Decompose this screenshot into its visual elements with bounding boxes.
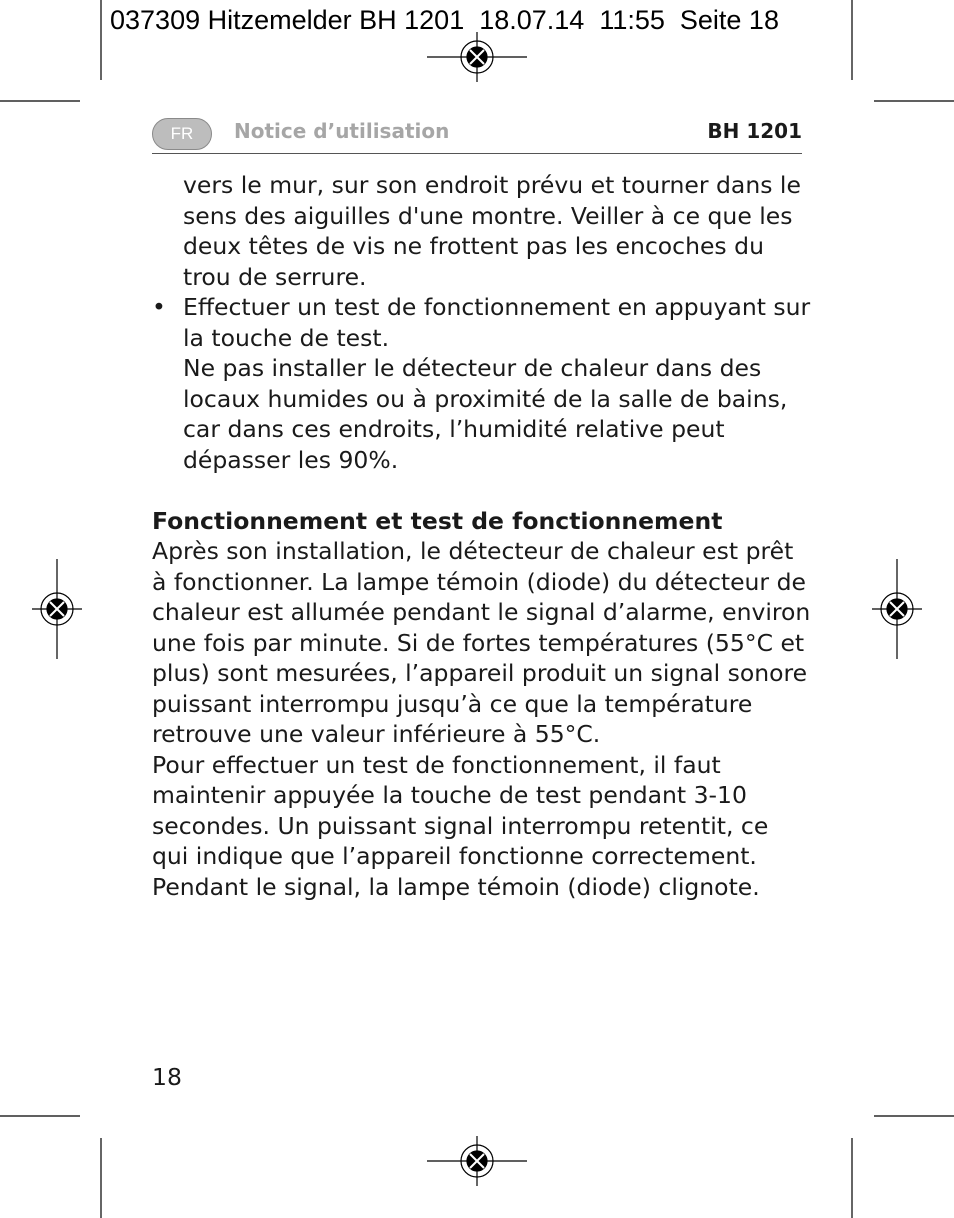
registration-mark-top xyxy=(427,32,527,82)
model-number: BH 1201 xyxy=(707,119,802,143)
registration-mark-bottom xyxy=(427,1136,527,1186)
registration-mark-right xyxy=(872,559,922,659)
installation-note: Ne pas installer le détecteur de chaleur dans des locaux humides ou à proximité de la salle de bains, car dans ces endroits, l’humidité relative peut dépasser les 90%. xyxy=(183,354,788,474)
bullet-item xyxy=(152,292,812,475)
page-header xyxy=(152,117,802,154)
continued-text: vers le mur, sur son endroit prévu et tourner dans le sens des aiguilles d'une montre. Veiller à ce que les deux têtes de vis ne frottent pas les encoches du trou de serrure. xyxy=(183,171,801,291)
page-content xyxy=(152,170,812,902)
language-label: FR xyxy=(170,124,194,143)
registration-mark-left xyxy=(32,559,82,659)
page-number: 18 xyxy=(152,1063,182,1091)
print-slug: 037309 Hitzemelder BH 1201 18.07.14 11:55 Seite 18 xyxy=(110,5,779,35)
language-badge xyxy=(152,118,212,150)
section-heading: Fonctionnement et test de fonctionnement xyxy=(152,506,723,535)
paragraph-test: Pour effectuer un test de fonctionnement, il faut maintenir appuyée la touche de test pendant 3-10 secondes. Un puissant signal interrompu retentit, ce qui indique que l’appareil fonctionne correctement. Pendant le signal, la lampe témoin (diode) clignote. xyxy=(152,750,769,901)
paragraph-operation: Après son installation, le détecteur de chaleur est prêt à fonctionner. La lampe témoin (diode) du détecteur de chaleur est allumée pendant le signal d’alarme, environ une fois par minute. Si de fortes températures (55°C et plus) sont mesurées, l’appareil produit un signal sonore puissant interrompu jusqu’à ce que la température retrouve une valeur inférieure à 55°C. xyxy=(152,537,811,748)
header-title: Notice d’utilisation xyxy=(234,119,450,143)
bullet-text: Effectuer un test de fonctionnement en appuyant sur la touche de test. xyxy=(183,293,811,352)
bullet-marker: • xyxy=(152,293,166,321)
